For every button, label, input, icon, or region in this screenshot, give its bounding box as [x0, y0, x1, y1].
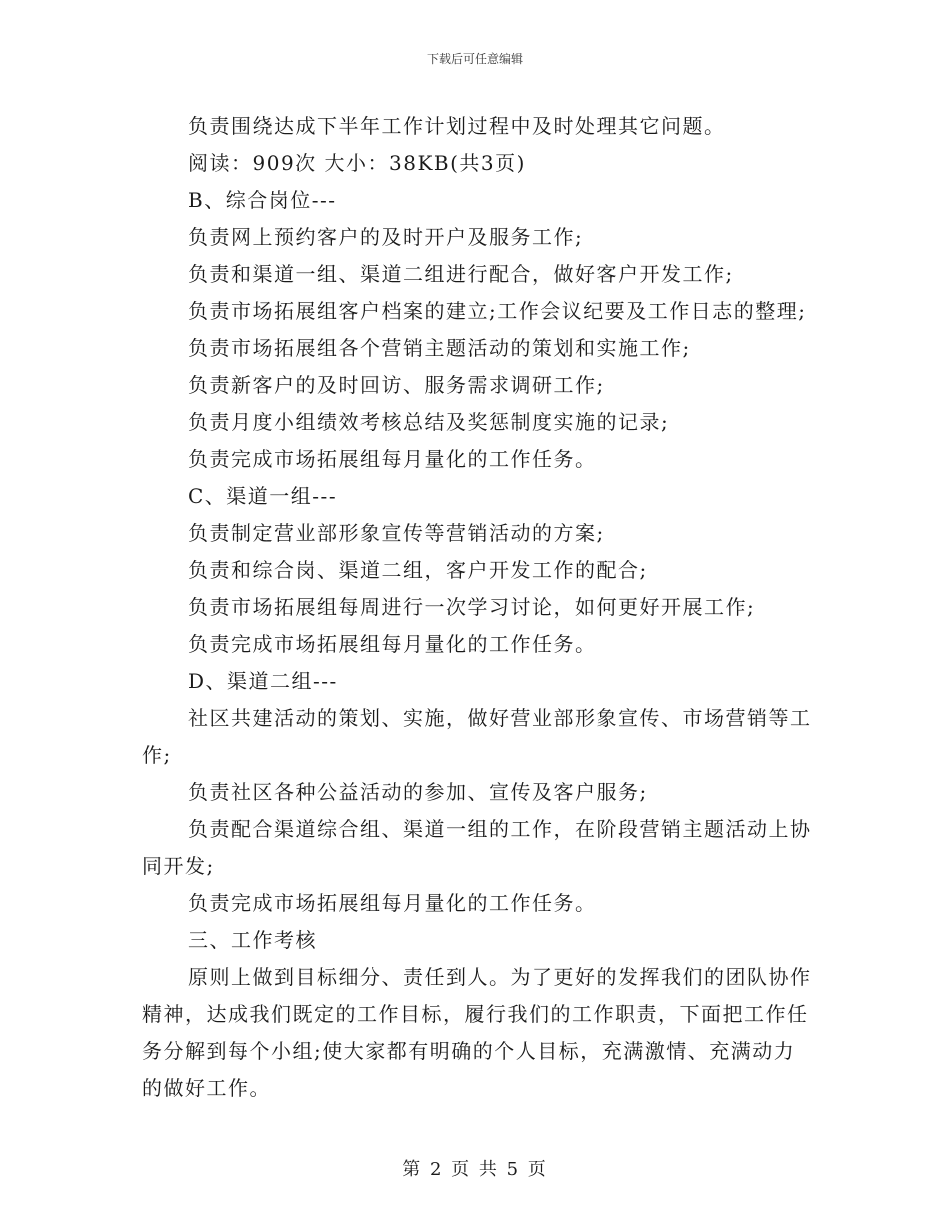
page-header-note: 下载后可任意编辑 [426, 52, 523, 66]
paragraph: 负责制定营业部形象宣传等营销活动的方案; [188, 521, 605, 545]
document-body [142, 108, 814, 1107]
paragraph: 社区共建活动的策划、实施，做好营业部形象宣传、市场营销等工作; [142, 706, 812, 767]
paragraph: 负责完成市场拓展组每月量化的工作任务。 [188, 632, 597, 656]
section-heading: C、渠道一组--- [188, 484, 338, 508]
paragraph: 阅读：909次 大小：38KB(共3页) [188, 151, 526, 175]
paragraph: 负责围绕达成下半年工作计划过程中及时处理其它问题。 [188, 114, 726, 138]
section-heading: B、综合岗位--- [188, 188, 337, 212]
paragraph: 负责新客户的及时回访、服务需求调研工作; [188, 373, 605, 397]
paragraph: 负责社区各种公益活动的参加、宣传及客户服务; [188, 780, 648, 804]
paragraph: 负责月度小组绩效考核总结及奖惩制度实施的记录; [188, 410, 670, 434]
paragraph: 负责市场拓展组客户档案的建立;工作会议纪要及工作日志的整理; [188, 299, 807, 323]
paragraph: 负责配合渠道综合组、渠道一组的工作，在阶段营销主题活动上协同开发; [142, 817, 812, 878]
paragraph: 负责和综合岗、渠道二组，客户开发工作的配合; [188, 558, 648, 582]
section-heading: 三、工作考核 [188, 928, 317, 952]
paragraph: 负责完成市场拓展组每月量化的工作任务。 [188, 891, 597, 915]
paragraph: 负责市场拓展组各个营销主题活动的策划和实施工作; [188, 336, 691, 360]
paragraph: 原则上做到目标细分、责任到人。为了更好的发挥我们的团队协作精神，达成我们既定的工作目标，履行我们的工作职责，下面把工作任务分解到每个小组;使大家都有明确的个人目标，充满激情、充满动力的做好工作。 [142, 965, 812, 1100]
page-number: 第 2 页 共 5 页 [402, 1159, 548, 1180]
paragraph: 负责和渠道一组、渠道二组进行配合，做好客户开发工作; [188, 262, 734, 286]
paragraph: 负责网上预约客户的及时开户及服务工作; [188, 225, 584, 249]
paragraph: 负责完成市场拓展组每月量化的工作任务。 [188, 447, 597, 471]
section-heading: D、渠道二组--- [188, 669, 338, 693]
paragraph: 负责市场拓展组每周进行一次学习讨论，如何更好开展工作; [188, 595, 756, 619]
